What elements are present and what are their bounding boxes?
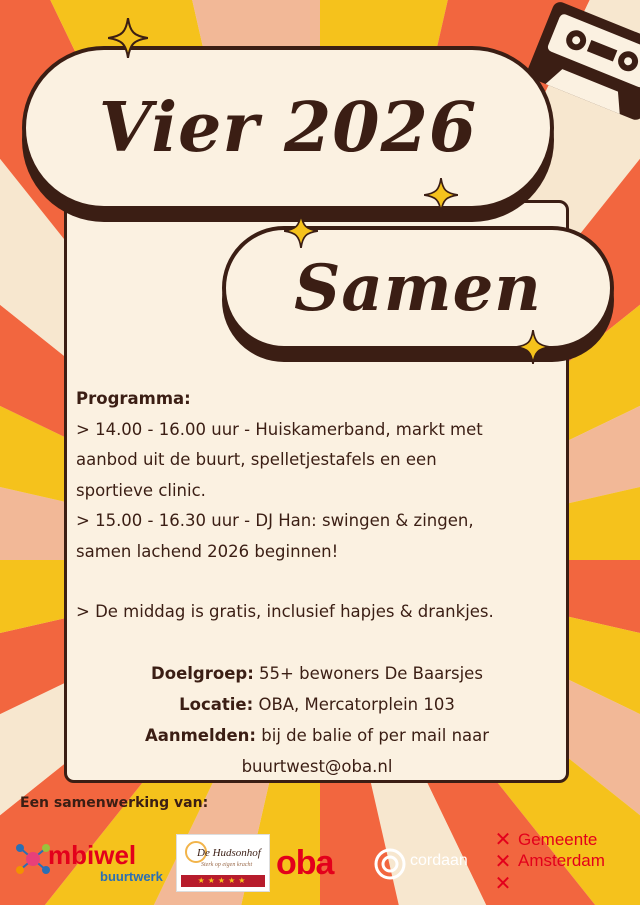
cordaan-logo <box>374 846 484 882</box>
cordaan-wordmark: cordaan <box>410 852 468 869</box>
cordaan-circle-icon <box>374 848 406 880</box>
oba-wordmark: oba <box>276 844 334 882</box>
gemeente-line2: Amsterdam <box>518 851 605 870</box>
event-details <box>72 658 562 782</box>
hudsonhof-name: De Hudsonhof <box>197 847 261 859</box>
gemeente-line1: Gemeente <box>518 830 598 849</box>
sparkle-icon <box>108 18 148 58</box>
program-line: > 14.00 - 16.00 uur - Huiskamerband, markt met <box>76 419 483 439</box>
sparkle-icon <box>516 330 550 364</box>
gemeente-amsterdam-logo <box>494 828 636 894</box>
hudsonhof-stars: ★★★★★ <box>181 875 265 887</box>
combiwel-logo <box>14 838 164 886</box>
oba-logo <box>276 844 366 884</box>
program-section <box>76 384 556 628</box>
title-line-2: Samen <box>294 250 542 326</box>
combiwel-network-icon <box>14 840 52 878</box>
email-link[interactable]: buurtwest@oba.nl <box>241 757 393 776</box>
doelgroep-row: Doelgroep: 55+ bewoners De Baarsjes <box>151 664 483 683</box>
title-pill-1 <box>22 46 554 210</box>
program-line: > 15.00 - 16.30 uur - DJ Han: swingen & zingen, <box>76 511 474 530</box>
program-line: sportieve clinic. <box>76 480 206 500</box>
locatie-row: Locatie: OBA, Mercatorplein 103 <box>179 695 455 714</box>
title-line-1: Vier 2026 <box>98 88 478 168</box>
program-line: > De middag is gratis, inclusief hapjes & drankjes. <box>76 602 494 621</box>
sparkle-icon <box>424 178 458 212</box>
aanmelden-row: Aanmelden: bij de balie of per mail naar <box>144 726 490 745</box>
hudsonhof-tagline: Sterk op eigen kracht <box>201 862 253 868</box>
title-pill-2 <box>222 226 614 350</box>
combiwel-sub: buurtwerk <box>100 869 163 884</box>
partners-label: Een samenwerking van: <box>20 795 209 811</box>
combiwel-wordmark: mbiwel <box>48 840 137 870</box>
program-line: samen lachend 2026 beginnen! <box>76 541 339 561</box>
sparkle-icon <box>284 214 318 248</box>
amsterdam-crosses-icon: ✕ ✕ ✕ <box>494 827 512 895</box>
program-heading: Programma: <box>76 389 191 408</box>
program-line: aanbod uit de buurt, spelletjestafels en een <box>76 450 437 469</box>
hudsonhof-logo <box>176 834 270 892</box>
